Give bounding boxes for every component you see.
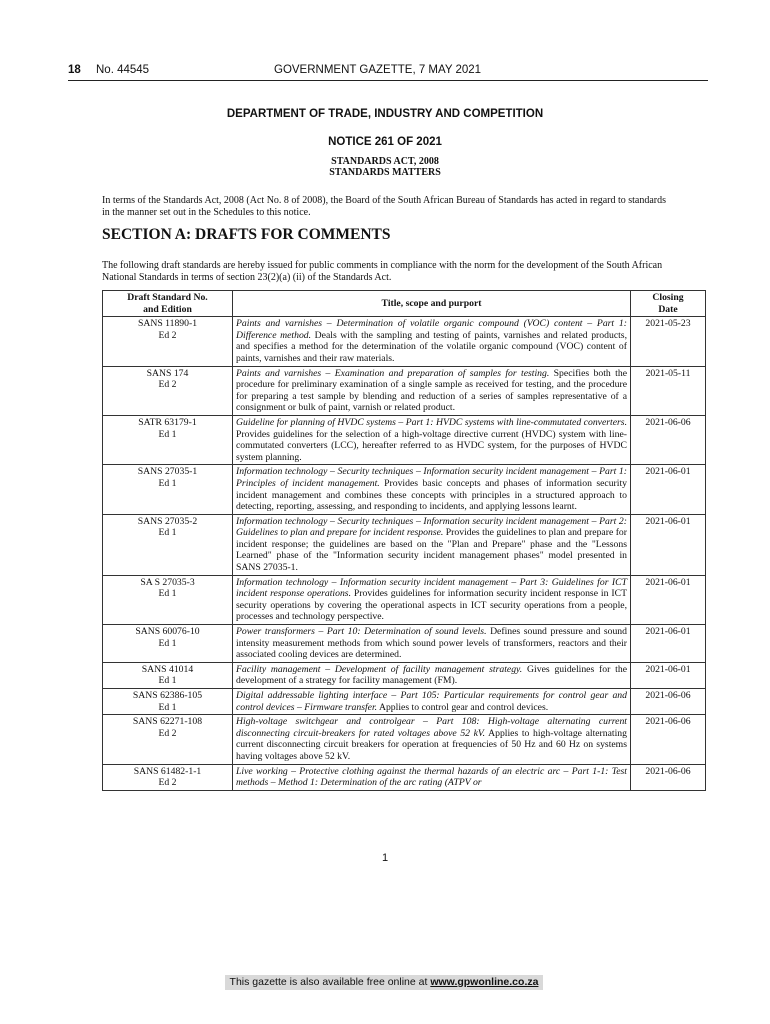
table-row <box>103 662 706 688</box>
standard-number: SANS 62386-105 Ed 1 <box>103 689 233 715</box>
closing-date: 2021-06-01 <box>631 662 706 688</box>
running-header <box>68 64 708 81</box>
table-header-row <box>103 291 706 317</box>
table-body <box>103 317 706 791</box>
standard-number: SANS 174 Ed 2 <box>103 366 233 415</box>
closing-date: 2021-05-23 <box>631 317 706 366</box>
closing-date: 2021-06-06 <box>631 689 706 715</box>
gazette-title: GOVERNMENT GAZETTE, 7 MAY 2021 <box>274 64 482 76</box>
standard-description: Guideline for planning of HVDC systems – Part 1: HVDC systems with line-commutated converters. Provides guidelines for the selection of a high-voltage directive current (HVDC) system with line-commutated converters (LCC), hereafter referred to as HVDC system, for the purposes of HVDC system planning. <box>233 415 631 464</box>
table-row <box>103 514 706 575</box>
standard-description: Paints and varnishes – Examination and preparation of samples for testing. Specifies both the procedure for preliminary examination of a single sample as received for testing, and the procedure for preparing a test sample by blending and reduction of a series of samples representative of a consignment or bulk of paint, varnish or related product. <box>233 366 631 415</box>
act-heading: STANDARDS ACT, 2008 <box>331 156 439 167</box>
closing-date: 2021-06-06 <box>631 764 706 790</box>
standard-description: Information technology – Security techniques – Information security incident management – Part 1: Principles of incident management. Provides basic concepts and phases of information security incident management and combines these concepts with principles in a structured approach to detecting, reporting, assessing, and responding to incidents, and applying lessons learnt. <box>233 465 631 514</box>
footer-text: This gazette is also available free online at <box>229 976 431 988</box>
footer-banner <box>225 975 543 990</box>
matters-heading: STANDARDS MATTERS <box>329 167 441 178</box>
table-row <box>103 715 706 764</box>
notice-heading: NOTICE 261 OF 2021 <box>328 136 442 148</box>
standard-description: Power transformers – Part 10: Determination of sound levels. Defines sound pressure and sound intensity measurement methods from which sound power levels of transformers, reactors and their associated cooling devices are determined. <box>233 625 631 663</box>
draft-standards-table <box>102 290 706 791</box>
closing-date: 2021-06-01 <box>631 465 706 514</box>
table-row <box>103 415 706 464</box>
intro-paragraph: In terms of the Standards Act, 2008 (Act No. 8 of 2008), the Board of the South African Bureau of Standards has acted in regard to standards in the manner set out in the Schedules to this notice. <box>102 195 667 218</box>
standard-number: SANS 62271-108 Ed 2 <box>103 715 233 764</box>
closing-date: 2021-06-01 <box>631 514 706 575</box>
standard-description: Facility management – Development of facility management strategy. Gives guidelines for the development of a strategy for facility management (FM). <box>233 662 631 688</box>
standard-number: SANS 60076-10 Ed 1 <box>103 625 233 663</box>
standard-description: Digital addressable lighting interface – Part 105: Particular requirements for control gear and control devices – Firmware transfer. Applies to control gear and control devices. <box>233 689 631 715</box>
standard-description: Paints and varnishes – Determination of volatile organic compound (VOC) content – Part 1: Difference method. Deals with the sampling and testing of paints, varnishes and related products, and specifies a method for the determination of the volatile organic compound (VOC) content of paints, varnishes and their raw materials. <box>233 317 631 366</box>
department-heading: DEPARTMENT OF TRADE, INDUSTRY AND COMPETITION <box>226 108 544 120</box>
table-row <box>103 575 706 624</box>
column-header-closing-date: Closing Date <box>631 291 706 317</box>
section-title: SECTION A: DRAFTS FOR COMMENTS <box>102 226 391 243</box>
table-row <box>103 366 706 415</box>
lead-paragraph: The following draft standards are hereby issued for public comments in compliance with the norm for the development of the South African National Standards in terms of section 23(2)(a) (ii) of the Standards Act. <box>102 260 663 283</box>
page-number: 18 <box>68 64 81 76</box>
standard-number: SANS 61482-1-1 Ed 2 <box>103 764 233 790</box>
closing-date: 2021-06-01 <box>631 625 706 663</box>
standard-number: SATR 63179-1 Ed 1 <box>103 415 233 464</box>
table-row <box>103 317 706 366</box>
standard-number: SANS 27035-1 Ed 1 <box>103 465 233 514</box>
column-header-standard: Draft Standard No. and Edition <box>103 291 233 317</box>
center-page-number: 1 <box>381 852 389 864</box>
table-row <box>103 625 706 663</box>
standard-description: Information technology – Information security incident management – Part 3: Guidelines for ICT incident response operations. Provides guidelines for information security incident response in ICT security operations by covering the operational aspects in ICT security operations from a people, processes and technology perspective. <box>233 575 631 624</box>
standard-number: SANS 41014 Ed 1 <box>103 662 233 688</box>
standard-description: High-voltage switchgear and controlgear – Part 108: High-voltage alternating current disconnecting circuit-breakers for rated voltages above 52 kV. Applies to high-voltage alternating current disconnecting circuit breakers for operation at frequencies of 50 Hz and 60 Hz on systems having voltages above 52 kV. <box>233 715 631 764</box>
closing-date: 2021-05-11 <box>631 366 706 415</box>
standard-number: SANS 27035-2 Ed 1 <box>103 514 233 575</box>
table-row <box>103 465 706 514</box>
column-header-title: Title, scope and purport <box>233 291 631 317</box>
table-row <box>103 689 706 715</box>
standard-description: Live working – Protective clothing against the thermal hazards of an electric arc – Part 1-1: Test methods – Method 1: Determination of the arc rating (ATPV or <box>233 764 631 790</box>
closing-date: 2021-06-06 <box>631 715 706 764</box>
footer-link[interactable]: www.gpwonline.co.za <box>430 976 539 988</box>
table-row <box>103 764 706 790</box>
issue-number: No. 44545 <box>96 64 150 76</box>
standard-number: SANS 11890-1 Ed 2 <box>103 317 233 366</box>
standard-number: SA S 27035-3 Ed 1 <box>103 575 233 624</box>
closing-date: 2021-06-06 <box>631 415 706 464</box>
closing-date: 2021-06-01 <box>631 575 706 624</box>
standard-description: Information technology – Security techniques – Information security incident management – Part 2: Guidelines to plan and prepare for incident response. Provides the guidelines to plan and prepare for incident response; the guidelines are based on the "Plan and Prepare" phase and the "Lessons Learned" phase of the "Information security incident management phases" model presented in SANS 27035-1. <box>233 514 631 575</box>
